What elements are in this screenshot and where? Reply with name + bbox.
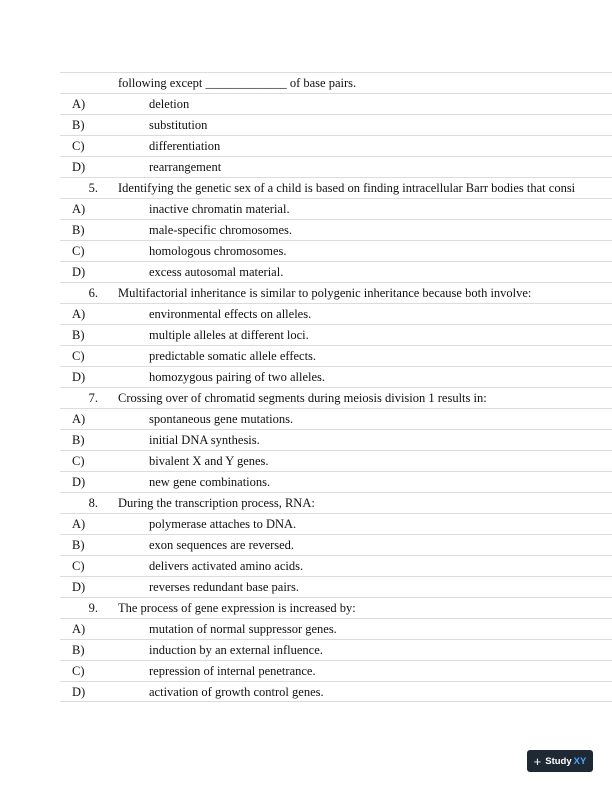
answer-option-row — [60, 618, 612, 639]
answer-option-row — [60, 240, 612, 261]
answer-option-row — [60, 156, 612, 177]
option-letter: D) — [72, 475, 86, 489]
question-number: 9. — [88, 601, 98, 615]
answer-option-row — [60, 345, 612, 366]
option-letter: B) — [72, 538, 85, 552]
answer-option-row — [60, 513, 612, 534]
option-letter: C) — [72, 664, 85, 678]
option-text: deletion — [149, 97, 190, 111]
option-letter: B) — [72, 643, 85, 657]
option-letter: C) — [72, 139, 85, 153]
question-list — [60, 72, 612, 702]
question-number: 8. — [88, 496, 98, 510]
option-text: new gene combinations. — [149, 475, 271, 489]
option-text: exon sequences are reversed. — [149, 538, 295, 552]
option-letter: D) — [72, 580, 86, 594]
option-text: multiple alleles at different loci. — [149, 328, 309, 342]
answer-option-row — [60, 429, 612, 450]
answer-option-row — [60, 198, 612, 219]
question-row — [60, 387, 612, 408]
question-text: Crossing over of chromatid segments during meiosis division 1 results in: — [118, 391, 487, 405]
option-text: differentiation — [149, 139, 221, 153]
option-text: spontaneous gene mutations. — [149, 412, 294, 426]
option-text: rearrangement — [149, 160, 222, 174]
answer-option-row — [60, 114, 612, 135]
option-text: environmental effects on alleles. — [149, 307, 312, 321]
answer-option-row — [60, 660, 612, 681]
option-letter: B) — [72, 328, 85, 342]
question-text: Identifying the genetic sex of a child is based on finding intracellular Barr bodies that consi — [118, 181, 576, 195]
option-letter: C) — [72, 454, 85, 468]
answer-option-row — [60, 135, 612, 156]
studyxy-logo — [527, 750, 593, 772]
answer-option-row — [60, 639, 612, 660]
question-text: During the transcription process, RNA: — [118, 496, 315, 510]
option-letter: A) — [72, 622, 86, 636]
answer-option-row — [60, 576, 612, 597]
option-text: homologous chromosomes. — [149, 244, 287, 258]
option-text: delivers activated amino acids. — [149, 559, 304, 573]
option-letter: C) — [72, 244, 85, 258]
option-letter: A) — [72, 412, 86, 426]
question-number: 7. — [88, 391, 98, 405]
answer-option-row — [60, 219, 612, 240]
option-text: induction by an external influence. — [149, 643, 323, 657]
option-text: initial DNA synthesis. — [149, 433, 260, 447]
answer-option-row — [60, 681, 612, 702]
option-letter: A) — [72, 307, 86, 321]
option-letter: A) — [72, 202, 86, 216]
option-text: predictable somatic allele effects. — [149, 349, 317, 363]
question-number: 6. — [88, 286, 98, 300]
option-text: male-specific chromosomes. — [149, 223, 293, 237]
option-letter: B) — [72, 433, 85, 447]
option-letter: A) — [72, 97, 86, 111]
option-text: repression of internal penetrance. — [149, 664, 316, 678]
option-text: bivalent X and Y genes. — [149, 454, 269, 468]
logo-text-accent: XY — [573, 755, 587, 767]
option-letter: C) — [72, 559, 85, 573]
option-text: excess autosomal material. — [149, 265, 284, 279]
option-letter: D) — [72, 370, 86, 384]
answer-option-row — [60, 366, 612, 387]
option-letter: D) — [72, 265, 86, 279]
question-row — [60, 597, 612, 618]
option-text: homozygous pairing of two alleles. — [149, 370, 326, 384]
answer-option-row — [60, 534, 612, 555]
option-letter: C) — [72, 349, 85, 363]
option-text: polymerase attaches to DNA. — [149, 517, 297, 531]
answer-option-row — [60, 93, 612, 114]
question-text: Multifactorial inheritance is similar to polygenic inheritance because both involve: — [118, 286, 532, 300]
option-text: reverses redundant base pairs. — [149, 580, 299, 594]
answer-option-row — [60, 450, 612, 471]
option-text: substitution — [149, 118, 208, 132]
plus-icon: + — [533, 753, 542, 769]
question-text: The process of gene expression is increased by: — [118, 601, 356, 615]
option-letter: A) — [72, 517, 86, 531]
answer-option-row — [60, 261, 612, 282]
answer-option-row — [60, 471, 612, 492]
option-text: activation of growth control genes. — [149, 685, 324, 699]
answer-option-row — [60, 555, 612, 576]
question-row — [60, 177, 612, 198]
option-letter: B) — [72, 223, 85, 237]
option-letter: B) — [72, 118, 85, 132]
logo-text: Study — [545, 755, 572, 767]
answer-option-row — [60, 303, 612, 324]
question-row — [60, 72, 612, 93]
option-text: inactive chromatin material. — [149, 202, 290, 216]
question-row — [60, 492, 612, 513]
option-letter: D) — [72, 160, 86, 174]
answer-option-row — [60, 324, 612, 345]
question-row — [60, 282, 612, 303]
question-text: following except _____________ of base pairs. — [118, 76, 357, 90]
option-text: mutation of normal suppressor genes. — [149, 622, 337, 636]
option-letter: D) — [72, 685, 86, 699]
answer-option-row — [60, 408, 612, 429]
question-number: 5. — [88, 181, 98, 195]
